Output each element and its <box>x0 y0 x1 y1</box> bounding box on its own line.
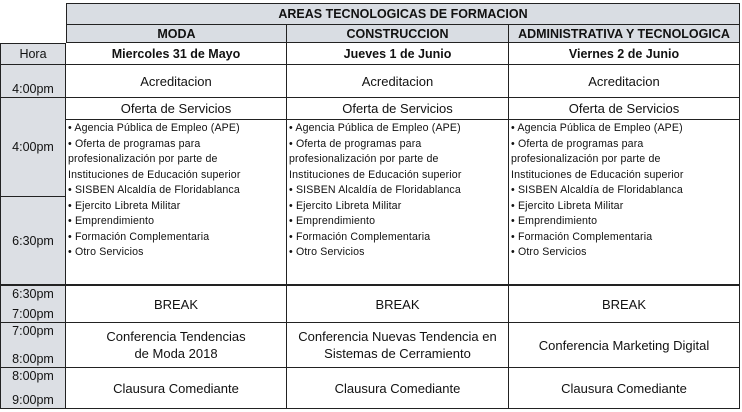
service-item: • Oferta de programas para <box>68 137 201 150</box>
service-item: • Ejercito Libreta Militar <box>511 199 624 212</box>
service-list <box>66 120 286 261</box>
service-item: profesionalización por parte de <box>68 153 218 165</box>
service-item: • Oferta de programas para <box>289 137 422 150</box>
service-item: • Formación Complementaria <box>289 230 431 243</box>
service-item: • Agencia Pública de Empleo (APE) <box>289 122 461 134</box>
service-list <box>287 120 508 261</box>
time-text: 9:00pm <box>12 393 54 407</box>
corner-blank <box>0 0 66 25</box>
service-item: • Otro Servicios <box>511 246 587 258</box>
time-text: 6:30pm <box>12 233 54 248</box>
service-item: Instituciones de Educación superior <box>511 168 684 181</box>
conferencia-administrativa: Conferencia Marketing Digital <box>509 323 740 368</box>
day-miercoles: Miercoles 31 de Mayo <box>66 43 287 65</box>
oferta-title: Oferta de Servicios <box>287 98 508 120</box>
clausura-moda: Clausura Comediante <box>66 368 287 409</box>
service-item: profesionalización por parte de <box>511 153 661 165</box>
service-item: • SISBEN Alcaldía de Floridablanca <box>289 184 461 196</box>
service-item: • Oferta de programas para <box>511 137 644 150</box>
day-viernes: Viernes 2 de Junio <box>509 43 740 65</box>
acreditacion-moda: Acreditacion <box>66 65 287 98</box>
time-break <box>0 286 66 323</box>
conferencia-construccion: Conferencia Nuevas Tendencia en Sistemas de Cerramiento <box>287 323 509 368</box>
oferta-construccion <box>287 98 509 286</box>
time-acreditacion <box>0 65 66 98</box>
service-item: Instituciones de Educación superior <box>289 168 462 181</box>
service-item: • Ejercito Libreta Militar <box>68 199 181 212</box>
break-construccion: BREAK <box>287 286 509 323</box>
service-item: • Otro Servicios <box>68 246 144 258</box>
area-moda: MODA <box>66 25 287 43</box>
oferta-moda <box>66 98 287 286</box>
conferencia-moda: Conferencia Tendencias de Moda 2018 <box>66 323 287 368</box>
time-text: 8:00pm <box>12 369 54 383</box>
time-text: 7:00pm <box>12 307 54 321</box>
time-conferencia <box>0 323 66 368</box>
break-administrativa: BREAK <box>509 286 740 323</box>
day-jueves: Jueves 1 de Junio <box>287 43 509 65</box>
service-item: • Emprendimiento <box>511 215 598 227</box>
service-item: • Formación Complementaria <box>511 230 653 243</box>
service-item: • Agencia Pública de Empleo (APE) <box>68 122 240 134</box>
time-text: 7:00pm <box>12 324 54 338</box>
time-oferta-start <box>0 98 66 197</box>
service-list <box>509 120 739 261</box>
time-text: 6:30pm <box>12 287 54 301</box>
service-item: • SISBEN Alcaldía de Floridablanca <box>511 184 683 196</box>
service-item: • Formación Complementaria <box>68 230 210 243</box>
service-item: Instituciones de Educación superior <box>68 168 241 181</box>
time-text: 4:00pm <box>12 82 54 96</box>
service-item: • Emprendimiento <box>289 215 376 227</box>
service-item: • SISBEN Alcaldía de Floridablanca <box>68 184 240 196</box>
clausura-administrativa: Clausura Comediante <box>509 368 740 409</box>
time-text: 8:00pm <box>12 352 54 366</box>
time-oferta-end <box>0 197 66 286</box>
service-item: • Agencia Pública de Empleo (APE) <box>511 122 683 134</box>
oferta-title: Oferta de Servicios <box>509 98 739 120</box>
oferta-administrativa <box>509 98 740 286</box>
acreditacion-administrativa: Acreditacion <box>509 65 740 98</box>
acreditacion-construccion: Acreditacion <box>287 65 509 98</box>
time-clausura <box>0 368 66 409</box>
service-item: • Emprendimiento <box>68 215 155 227</box>
service-item: profesionalización por parte de <box>289 153 439 165</box>
oferta-title: Oferta de Servicios <box>66 98 286 120</box>
hora-header: Hora <box>0 43 66 65</box>
table-title: AREAS TECNOLOGICAS DE FORMACION <box>66 3 740 25</box>
time-text: 4:00pm <box>12 140 54 154</box>
area-construccion: CONSTRUCCION <box>287 25 509 43</box>
break-moda: BREAK <box>66 286 287 323</box>
corner-blank-2 <box>0 25 66 43</box>
service-item: • Ejercito Libreta Militar <box>289 199 402 212</box>
area-administrativa: ADMINISTRATIVA Y TECNOLOGICA <box>509 25 740 43</box>
clausura-construccion: Clausura Comediante <box>287 368 509 409</box>
service-item: • Otro Servicios <box>289 246 365 258</box>
